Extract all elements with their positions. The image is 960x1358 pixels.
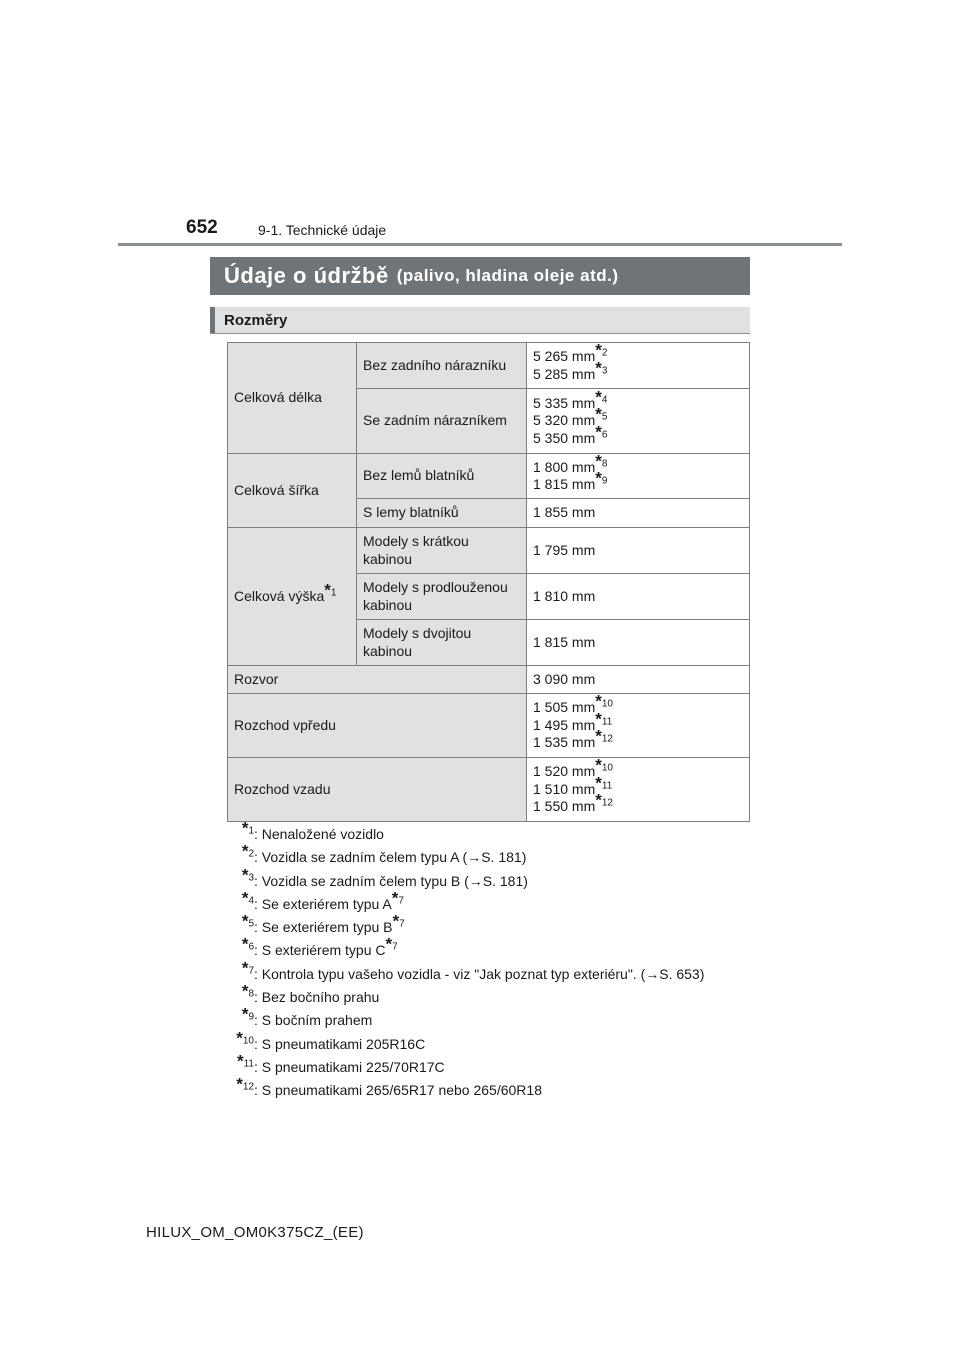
footnote-marker	[218, 888, 254, 912]
sublabel-without-fender-flares: Bez lemů blatníků	[357, 454, 527, 499]
footnote-text: : S pneumatikami 265/65R17 nebo 265/60R18	[254, 1082, 542, 1099]
value-line	[533, 422, 743, 448]
footnote-text: : S bočním prahem	[254, 1012, 373, 1029]
footnote-text: : Vozidla se zadním čelem typu B (→S. 181)	[254, 872, 528, 889]
value-text: 1 815 mm	[533, 633, 596, 650]
value-line	[533, 450, 743, 477]
value-text: 1 795 mm	[533, 541, 596, 558]
footnote-ref: 7	[399, 918, 405, 930]
footnote-number: 3	[248, 871, 254, 883]
footnote-number: 1	[248, 825, 254, 837]
value-cell	[527, 389, 750, 454]
dimensions-table	[227, 342, 750, 822]
sublabel-without-rear-bumper: Bez zadního nárazníku	[357, 343, 527, 389]
footnote-ref: 10	[601, 698, 613, 710]
value-cell	[527, 574, 750, 620]
footnote-ref: 2	[601, 347, 608, 359]
value-text: 5 320 mm	[533, 412, 596, 429]
value-text: 5 335 mm	[533, 394, 596, 411]
footnote-text: : Se exteriérem typu A	[254, 895, 392, 912]
footnote-item	[218, 888, 704, 919]
row-label-overall-width: Celková šířka	[228, 454, 357, 528]
value-line	[533, 773, 743, 799]
footnote-asterisk: *	[595, 357, 602, 377]
subheading-bar	[210, 307, 750, 334]
row-label-front-tread: Rozchod vpředu	[228, 694, 527, 758]
footnote-ref: 6	[601, 429, 608, 441]
footnote-asterisk: *	[241, 888, 249, 908]
footnote-number: 12	[242, 1081, 254, 1093]
footnote-asterisk: *	[241, 864, 249, 884]
value-text: 1 495 mm	[533, 716, 596, 733]
page-title: Údaje o údržbě	[224, 263, 389, 288]
row-label-rear-tread: Rozchod vzadu	[228, 758, 527, 822]
footnote-asterisk: *	[595, 450, 602, 470]
footnote-asterisk: *	[241, 841, 249, 861]
value-line	[533, 340, 743, 366]
footnote-text: : S pneumatikami 205R16C	[254, 1035, 426, 1052]
value-line	[533, 387, 743, 413]
footnote-ref: 9	[601, 475, 608, 487]
footnote-number: 2	[248, 848, 254, 860]
value-text: 5 350 mm	[533, 429, 596, 446]
subheading-accent	[210, 307, 215, 333]
footnote-text: : Kontrola typu vašeho vozidla - viz "Jak poznat typ exteriéru". (→S. 653)	[254, 965, 705, 982]
value-text: 1 800 mm	[533, 458, 596, 475]
footnote-asterisk: *	[595, 790, 602, 810]
footnote-asterisk: *	[241, 958, 249, 978]
footnote-marker	[218, 864, 254, 889]
footnote-marker	[218, 1028, 254, 1052]
footnote-marker	[218, 934, 254, 958]
document-code: HILUX_OM_OM0K375CZ_(EE)	[146, 1224, 364, 1241]
footnote-ref: 10	[601, 762, 613, 774]
footnote-marker	[218, 818, 254, 842]
footnote-text: : Se exteriérem typu B	[254, 919, 393, 936]
sublabel-extended-cab: Modely s prodlouženou kabinou	[357, 574, 527, 620]
table-row	[228, 694, 750, 758]
footnote-asterisk: *	[595, 387, 602, 407]
footnote-asterisk: *	[392, 911, 400, 931]
footnote-number: 9	[248, 1011, 254, 1023]
footnote-asterisk: *	[391, 888, 399, 908]
footnote-ref: 12	[601, 733, 613, 745]
footnote-asterisk: *	[236, 1028, 243, 1048]
value-line	[533, 691, 743, 717]
value-cell	[527, 528, 750, 574]
value-cell	[527, 666, 750, 694]
footnote-marker	[218, 841, 254, 865]
footnote-marker	[218, 911, 254, 935]
footnote-item	[218, 981, 704, 1012]
value-cell	[527, 450, 750, 499]
sublabel-with-fender-flares: S lemy blatníků	[357, 499, 527, 528]
footnote-text: : S exteriérem typu C	[254, 942, 386, 959]
footnote-asterisk: *	[595, 755, 602, 775]
row-label-wheelbase: Rozvor	[228, 666, 527, 694]
footnote-item	[218, 934, 704, 965]
footnote-marker	[218, 981, 254, 1005]
value-line	[533, 404, 743, 430]
row-label-text: Celková výška	[234, 587, 325, 604]
footnote-marker	[218, 958, 254, 982]
footnote-number: 8	[248, 988, 254, 1000]
footnote-item	[218, 1051, 704, 1082]
value-text: 1 505 mm	[533, 699, 596, 716]
value-cell	[527, 691, 750, 758]
footnote-asterisk: *	[595, 691, 602, 711]
footnote-ref: 12	[601, 797, 613, 809]
sublabel-short-cab: Modely s krátkou kabinou	[357, 528, 527, 574]
table-row	[228, 454, 750, 499]
footnote-item	[218, 864, 704, 896]
value-text: 1 815 mm	[533, 476, 596, 492]
value-line	[533, 588, 743, 606]
value-cell	[527, 620, 750, 666]
footnote-ref: 4	[601, 394, 608, 406]
footnote-number: 4	[248, 895, 254, 907]
footnote-text: : S pneumatikami 225/70R17C	[254, 1058, 445, 1075]
value-text: 1 535 mm	[533, 734, 596, 751]
footnote-ref: 8	[601, 457, 608, 469]
footnote-item	[218, 1028, 704, 1059]
footnote-asterisk: *	[241, 981, 249, 1001]
value-line	[533, 790, 743, 816]
footnote-item	[218, 911, 704, 942]
table-row	[228, 666, 750, 694]
value-cell	[527, 340, 750, 389]
value-line	[533, 542, 743, 560]
footnote-ref: 5	[601, 411, 608, 423]
footnote-ref: 3	[601, 364, 608, 376]
value-cell	[527, 755, 750, 822]
footnote-ref: 11	[601, 716, 613, 728]
footnote-asterisk: *	[241, 818, 249, 838]
footnote-asterisk: *	[595, 340, 602, 360]
value-line	[533, 468, 743, 494]
footnote-asterisk: *	[595, 773, 602, 793]
footnote-marker	[218, 1004, 254, 1028]
footnotes-list	[218, 818, 705, 1106]
footnote-number: 6	[248, 941, 254, 953]
value-text: 1 520 mm	[533, 763, 596, 780]
footnote-number: 11	[243, 1058, 254, 1070]
row-label-overall-height	[228, 528, 357, 666]
value-line	[533, 671, 743, 689]
footnote-asterisk: *	[595, 726, 602, 746]
footnote-number: 7	[248, 965, 254, 977]
value-text: 5 285 mm	[533, 365, 596, 382]
footnote-asterisk: *	[385, 934, 393, 954]
sublabel-with-rear-bumper: Se zadním nárazníkem	[357, 389, 527, 454]
footnote-ref: 11	[601, 780, 613, 792]
footnote-text: : Nenaložené vozidlo	[254, 826, 384, 842]
value-text: 1 550 mm	[533, 798, 596, 815]
footnote-item	[218, 818, 704, 849]
footnote-asterisk: *	[595, 404, 602, 424]
footnote-item	[218, 841, 704, 872]
footnote-marker	[218, 1051, 254, 1075]
footnote-ref: 7	[392, 941, 398, 953]
value-line	[533, 504, 743, 522]
footnote-asterisk: *	[595, 422, 602, 442]
footnote-text: : Bez bočního prahu	[254, 989, 380, 1006]
value-line	[533, 726, 743, 752]
subheading: Rozměry	[224, 312, 288, 329]
value-line	[533, 709, 743, 735]
footnote-asterisk: *	[241, 1004, 249, 1024]
value-line	[533, 357, 743, 384]
value-line	[533, 634, 743, 652]
footnote-asterisk: *	[324, 580, 331, 600]
footnote-item	[218, 1004, 704, 1035]
footnote-item	[218, 1074, 704, 1105]
footnote-marker	[218, 1074, 254, 1098]
footnote-ref: 7	[398, 895, 404, 907]
table-row	[228, 343, 750, 389]
page-title-subtitle: (palivo, hladina oleje atd.)	[396, 266, 619, 285]
value-cell	[527, 499, 750, 528]
footnote-asterisk: *	[241, 934, 249, 954]
footnote-text: : Vozidla se zadním čelem typu A (→S. 181)	[254, 849, 527, 866]
value-text: 1 855 mm	[533, 504, 596, 521]
footnote-asterisk: *	[241, 911, 249, 931]
footnote-asterisk: *	[236, 1051, 244, 1071]
page-number: 652	[186, 217, 218, 238]
value-text: 5 265 mm	[533, 348, 596, 364]
sublabel-double-cab: Modely s dvojitou kabinou	[357, 620, 527, 666]
table-row	[228, 758, 750, 822]
section-label: 9-1. Technické údaje	[258, 222, 387, 238]
page-title-bar	[210, 257, 750, 295]
header-divider	[118, 243, 842, 246]
footnote-item	[218, 958, 705, 989]
value-text: 1 510 mm	[533, 780, 596, 797]
value-text: 1 810 mm	[533, 587, 596, 604]
footnote-asterisk: *	[595, 468, 602, 488]
row-label-overall-length: Celková délka	[228, 343, 357, 454]
footnote-asterisk: *	[236, 1074, 243, 1094]
footnote-number: 5	[248, 918, 254, 930]
footnote-ref: 1	[330, 587, 337, 599]
value-line	[533, 755, 743, 781]
footnote-number: 10	[242, 1035, 254, 1047]
value-text: 3 090 mm	[533, 670, 596, 687]
table-row	[228, 528, 750, 574]
footnote-asterisk: *	[595, 709, 602, 729]
